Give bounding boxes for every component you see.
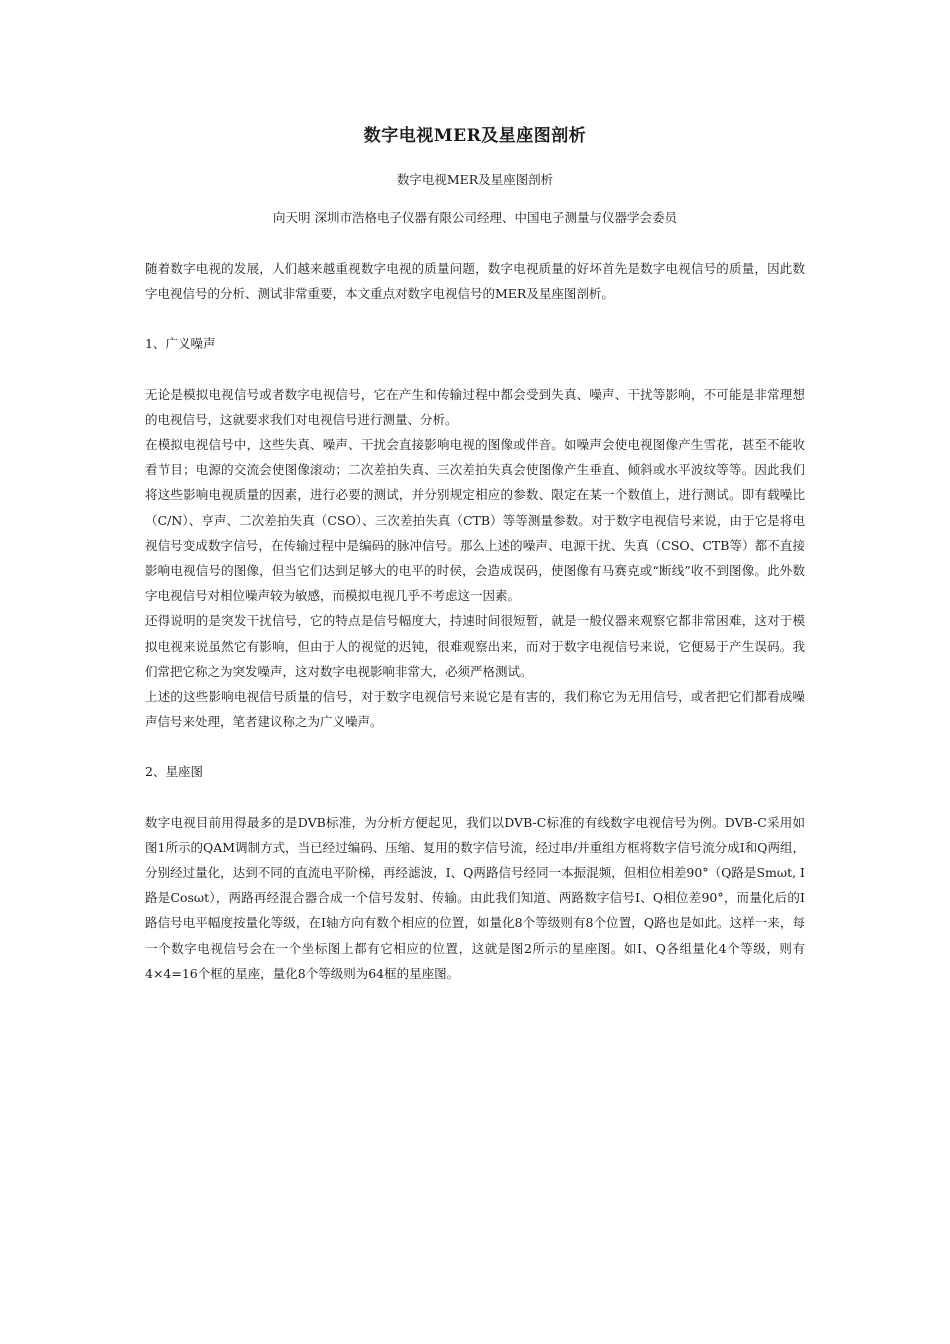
section1-paragraph: 还得说明的是突发干扰信号，它的特点是信号幅度大，持速时间很短暂，就是一般仪器来观察它都非常困难，这对于模拟电视来说虽然它有影响，但由于人的视觉的迟钝，很难观察出来，而对于数字电视信号来说，它便易于产生误码。我们常把它称之为突发噪声，这对数字电视影响非常大，必须严格测试。 (145, 613, 805, 679)
spacer (145, 306, 805, 331)
section1-paragraph: 在模拟电视信号中，这些失真、噪声、干扰会直接影响电视的图像或伴音。如噪声会使电视图像产生雪花，甚至不能收看节目；电源的交流会使图像滚动；二次差拍失真、三次差拍失真会使图像产生垂直、倾斜或水平波纹等等。因此我们将这些影响电视质量的因素，进行必要的测试，并分别规定相应的参数、限定在某一个数值上，进行测试。即有载噪比（C/N）、亨声、二次差拍失真（CSO）、三次差拍失真（CTB）等等测量参数。对于数字电视信号来说，由于它是将电视信号变成数字信号，在传输过程中是编码的脉冲信号。那么上述的噪声、电源干扰、失真（CSO、CTB等）都不直接影响电视信号的图像，但当它们达到足够大的电平的时侯，会造成误码，使图像有马赛克或“断线”收不到图像。此外数字电视信号对相位噪声较为敏感，而模拟电视几乎不考虑这一因素。 (145, 437, 805, 604)
section-heading-1: 1、广义噪声 (145, 336, 216, 352)
section2-paragraph: 数字电视目前用得最多的是DVB标准，为分析方便起见，我们以DVB-C标准的有线数字电视信号为例。DVB-C采用如图1所示的QAM调制方式，当已经过编码、压缩、复用的数字信号流，经过串/并重组方框将数字信号流分成I和Q两组，分别经过量化，达到不同的直流电平阶梯，再经滤波，I、Q两路信号经同一本振混频，但相位相差90°（Q路是Smωt, I路是Cosωt），两路再经混合器合成一个信号发射、传输。由此我们知道、两路数字信号I、Q相位差90°，而量化后的I路信号电平幅度按量化等级，在I轴方向有数个相应的位置，如量化8个等级则有8个位置，Q路也是如此。这样一来，每一个数字电视信号会在一个坐标图上都有它相应的位置，这就是图2所示的星座图。如I、Q各组量化4个等级，则有4×4=16个框的星座，量化8个等级则为64框的星座图。 (145, 814, 805, 981)
document-page (145, 124, 805, 986)
section1-paragraph: 上述的这些影响电视信号质量的信号，对于数字电视信号来说它是有害的，我们称它为无用信号，或者把它们都看成噪声信号来处理，笔者建议称之为广义噪声。 (145, 689, 805, 730)
section-heading-2: 2、星座图 (145, 764, 203, 780)
section1-paragraph: 无论是模拟电视信号或者数字电视信号，它在产生和传输过程中都会受到失真、噪声、干扰等影响，不可能是非常理想的电视信号，这就要求我们对电视信号进行测量、分析。 (145, 386, 805, 427)
author-line: 向天明 深圳市浩格电子仪器有限公司经理、中国电子测量与仪器学会委员 (273, 210, 677, 225)
spacer (145, 734, 805, 759)
document-title: 数字电视MER及星座图剖析 (363, 126, 587, 146)
document-subtitle: 数字电视MER及星座图剖析 (396, 172, 554, 187)
spacer (145, 785, 805, 810)
intro-paragraph: 随着数字电视的发展，人们越来越重视数字电视的质量问题，数字电视质量的好坏首先是数字电视信号的质量，因此数字电视信号的分析、测试非常重要，本文重点对数字电视信号的MER及星座图剖析。 (145, 261, 805, 302)
spacer (145, 357, 805, 382)
